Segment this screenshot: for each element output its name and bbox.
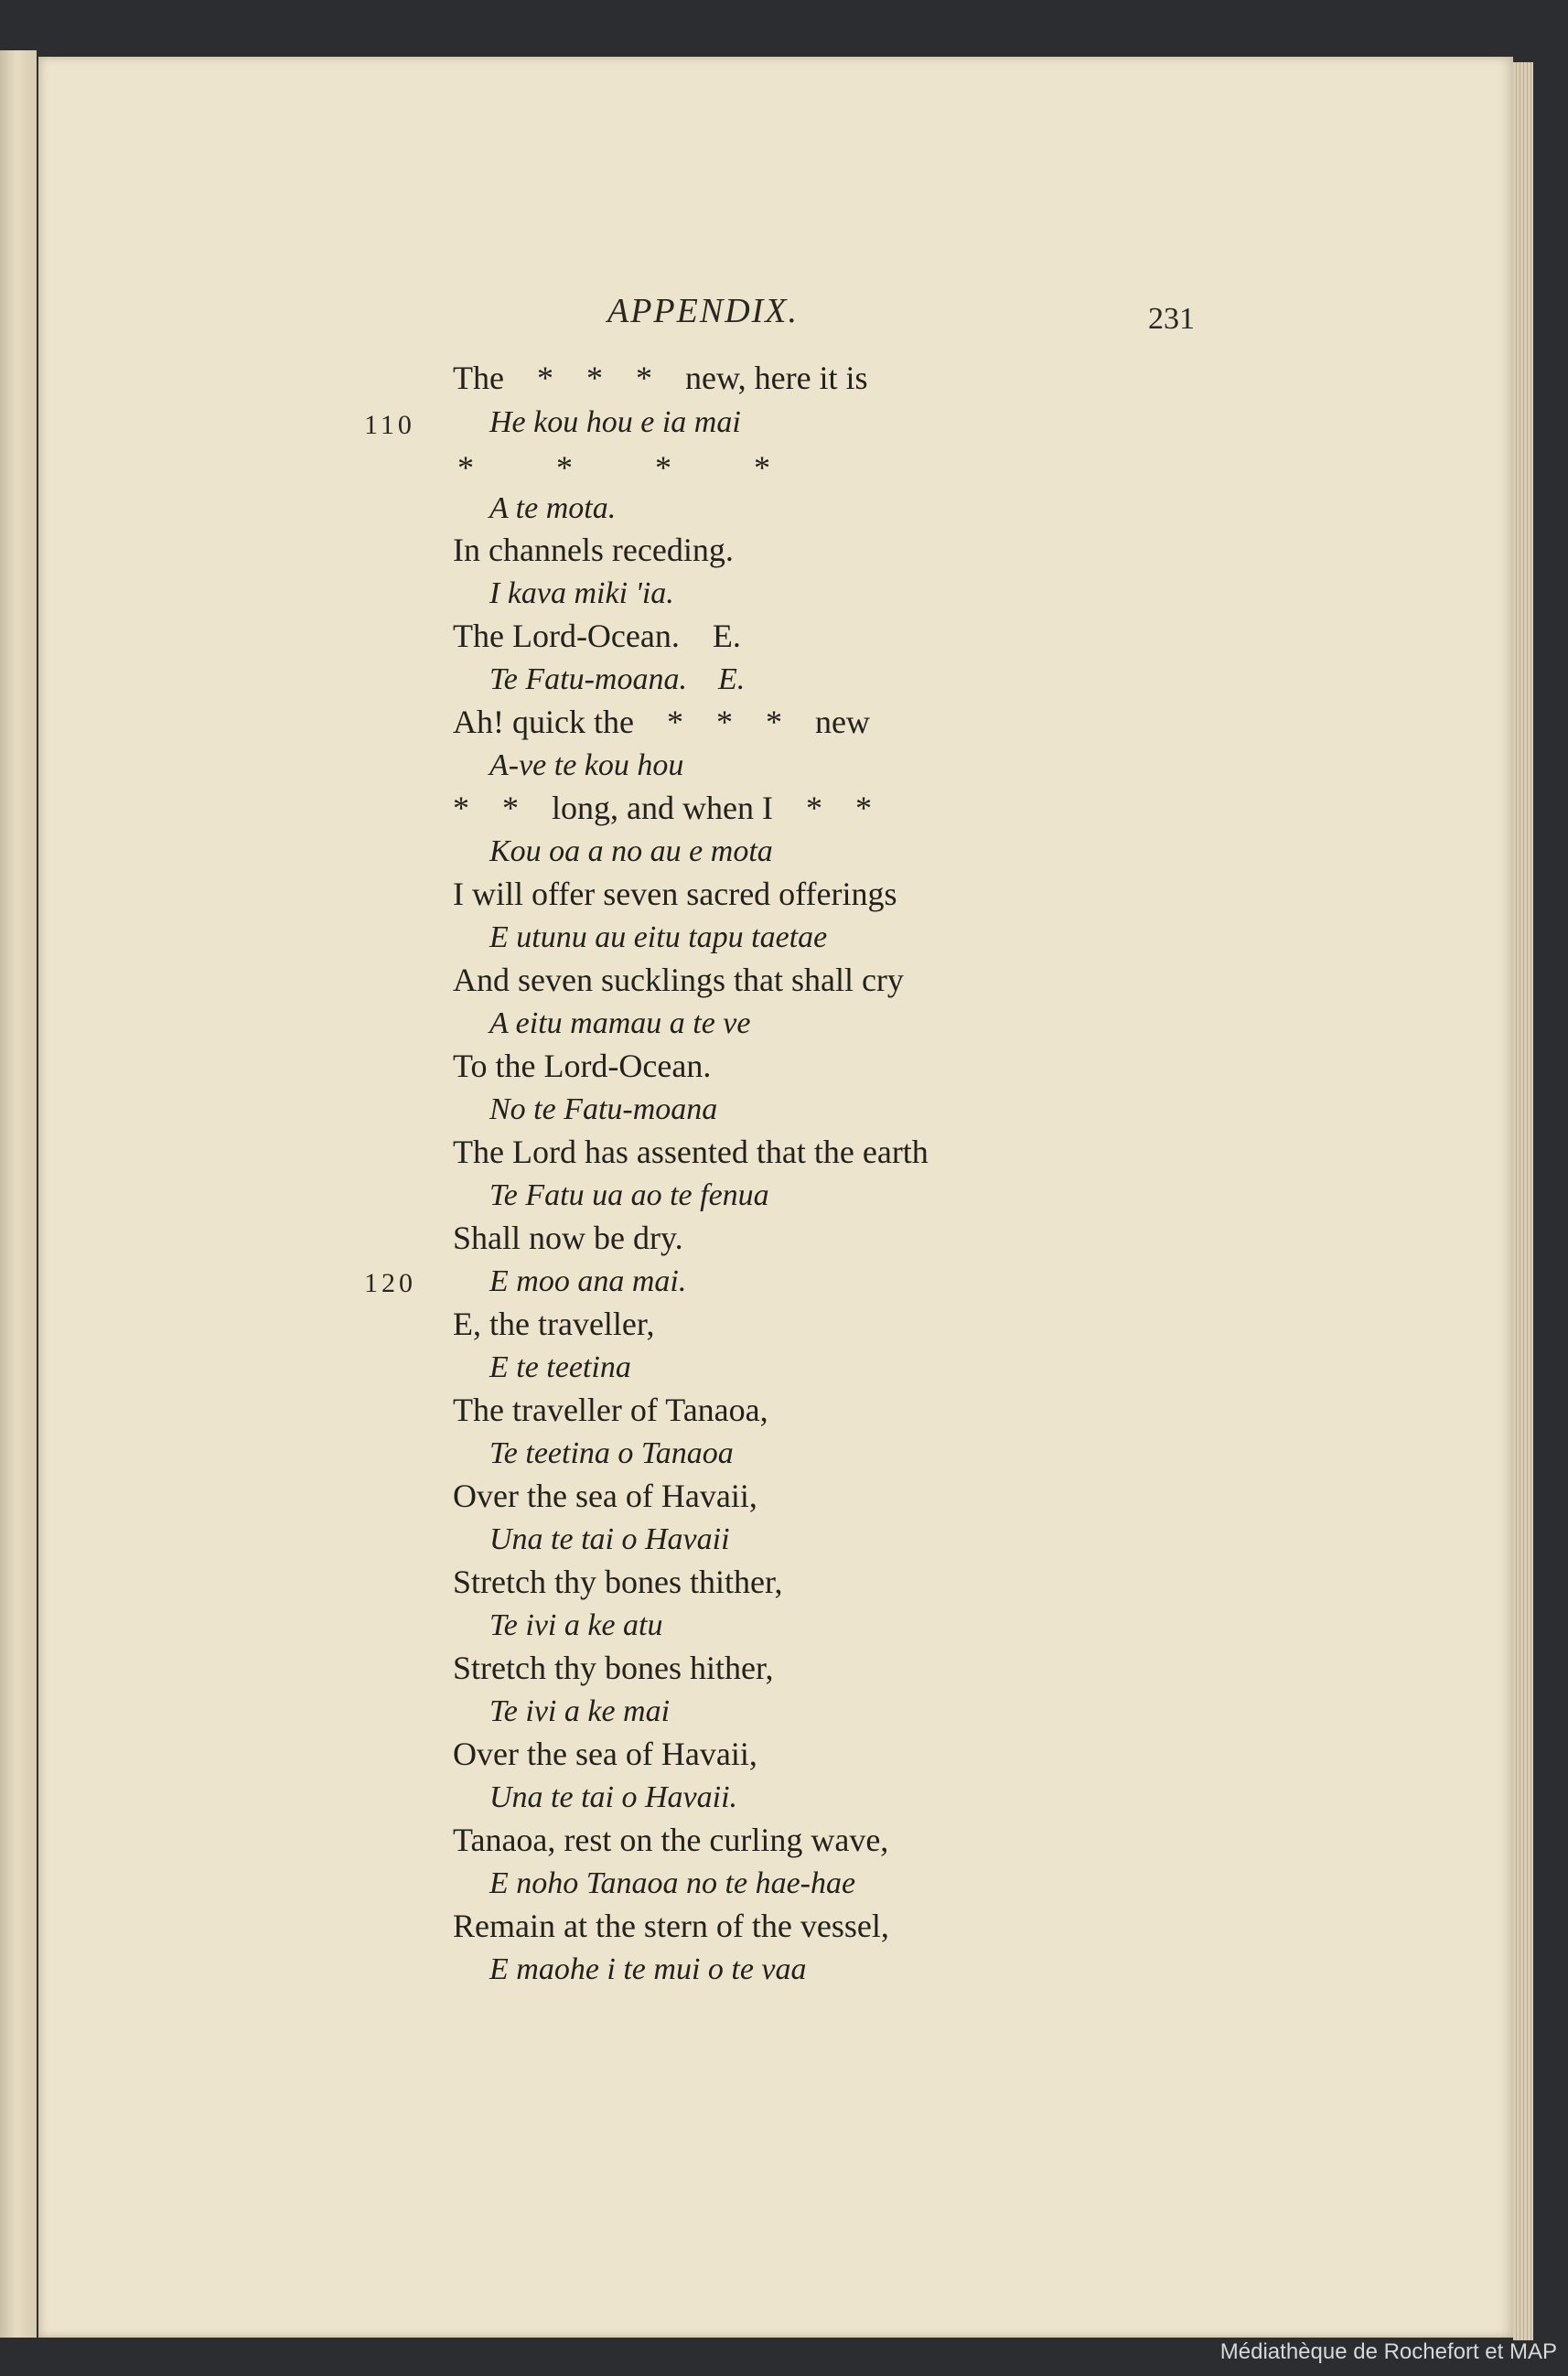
verse-english: The Lord-Ocean. E. [453, 618, 741, 654]
verse-english: To the Lord-Ocean. [453, 1048, 712, 1084]
verse-english: In channels receding. [453, 532, 734, 568]
verse-native: E noho Tanaoa no te hae-hae [489, 1866, 856, 1900]
verse-native: Te Fatu-moana. E. [489, 662, 746, 696]
verse-native: E moo ana mai. [489, 1264, 687, 1298]
verse-english: The * * * new, here it is [453, 360, 868, 396]
verse-native: Una te tai o Havaii [489, 1522, 730, 1556]
verse-native: A eitu mamau a te ve [489, 1006, 751, 1040]
line-number-110: 110 [364, 410, 415, 440]
verse-native: A te mota. [489, 491, 617, 525]
verse-native: Una te tai o Havaii. [489, 1780, 738, 1814]
verse-english: * * long, and when I * * [453, 790, 872, 826]
verse-native: No te Fatu-moana [489, 1092, 718, 1126]
verse-english: The Lord has assented that the earth [453, 1134, 929, 1170]
page-number: 231 [1148, 302, 1195, 336]
verse-native: Te Fatu ua ao te fenua [489, 1178, 769, 1212]
verse-english: Remain at the stern of the vessel, [453, 1908, 889, 1944]
verse-english: The traveller of Tanaoa, [453, 1392, 768, 1428]
verse-english: I will offer seven sacred offerings [453, 876, 897, 912]
verse-english: Stretch thy bones hither, [453, 1650, 774, 1686]
line-number-120: 120 [364, 1268, 416, 1298]
verse-english: Shall now be dry. [453, 1220, 683, 1256]
library-credit: Médiathèque de Rochefort et MAP [1219, 2339, 1557, 2364]
verse-native: He kou hou e ia mai [489, 405, 741, 439]
verse-english: Ah! quick the * * * new [453, 704, 870, 740]
verse-native: Te teetina o Tanaoa [489, 1436, 734, 1470]
verse-english: Tanaoa, rest on the curling wave, [453, 1822, 889, 1858]
verse-english: Over the sea of Havaii, [453, 1736, 757, 1772]
verse-native: I kava miki 'ia. [489, 576, 674, 610]
verse-ellipsis: * * * * [457, 449, 770, 486]
verse-native: Te ivi a ke atu [489, 1608, 663, 1642]
verse-english: Stretch thy bones thither, [453, 1564, 783, 1600]
verse-english: E, the traveller, [453, 1306, 655, 1342]
verse-native: E maohe i te mui o te vaa [489, 1952, 807, 1986]
verse-english: And seven sucklings that shall cry [453, 962, 904, 998]
verse-native: Kou oa a no au e mota [489, 834, 773, 868]
book-page [38, 57, 1513, 2338]
verse-native: E utunu au eitu tapu taetae [489, 920, 828, 954]
running-head: APPENDIX. [607, 292, 800, 330]
verse-native: Te ivi a ke mai [489, 1694, 671, 1728]
facing-page-edge [0, 50, 37, 2338]
verse-native: A-ve te kou hou [489, 748, 684, 782]
verse-english: Over the sea of Havaii, [453, 1478, 757, 1514]
verse-native: E te teetina [489, 1350, 631, 1384]
page-stack-edge [1513, 62, 1533, 2340]
